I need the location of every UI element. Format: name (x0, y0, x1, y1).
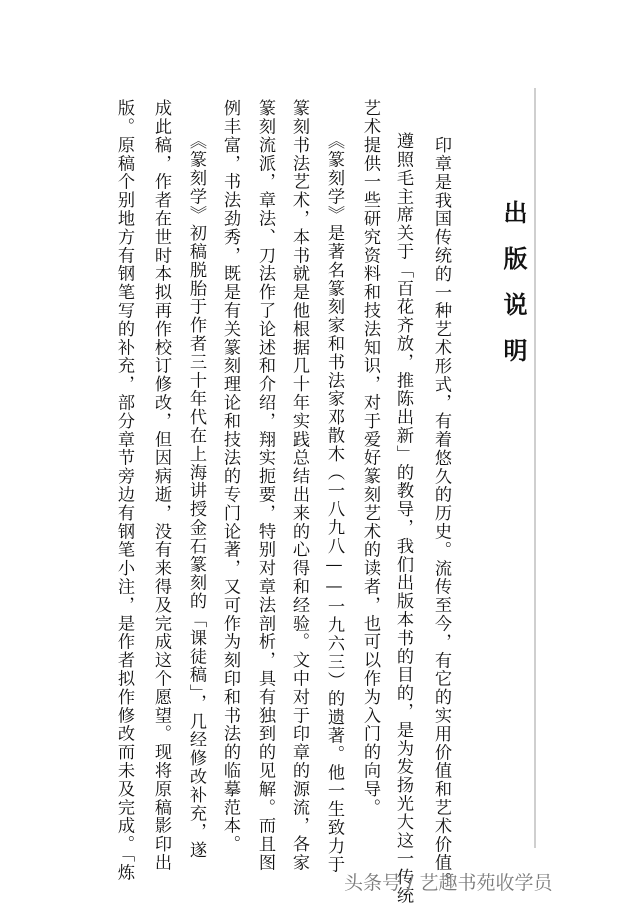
text-column-5: 篆刻书法艺术，本书就是他根据几十年实践总结出来的心得和经验。文中对于印章的源流，各家 (289, 99, 309, 872)
text-column-4: 《篆刻学》是著名篆刻家和书法家邓散木（一八九八——一九六三）的遗著。他一生致力于 (324, 132, 344, 874)
text-column-10: 版。原稿个别地方有钢笔写的补充，部分章节旁边有钢笔小注，是作者拟作修改而未及完成。「炼 (114, 99, 134, 882)
text-column-1: 印章是我国传统的一种艺术形式，有着悠久的历史。流传至今，有它的实用价值和艺术价值。 (431, 136, 451, 891)
text-column-9: 成此稿，作者在世时本拟再作校订修改，但因病逝，没有来得及完成这个愿望。现将原稿影印出 (151, 99, 171, 872)
text-column-8: 《篆刻学》初稿脱胎于作者三十年代在上海讲授金石篆刻的「课徒稿」，几经修改补充，遂 (186, 132, 206, 860)
text-column-3: 艺术提供一些研究资料和技法知识，对于爱好篆刻艺术的读者，也可以作为入门的向导。 (360, 99, 380, 817)
text-column-6: 篆刻流派，章法、刀法作了论述和介绍，翔实扼要，特别对章法剖析，具有独到的见解。而且图 (255, 99, 275, 872)
watermark-text: 头条号 / 艺趣书苑收学员 (344, 872, 553, 894)
page-edge (534, 88, 536, 848)
text-column-7: 例丰富，书法劲秀，既是有关篆刻理论和技法的专门论著，又可作为刻印和书法的临摹范本。 (220, 99, 240, 854)
text-column-2: 遵照毛主席关于「百花齐放，推陈出新」的教导，我们出版本书的目的，是为发扬光大这一传统 (393, 132, 413, 905)
page-title: 出版说明 (499, 200, 528, 384)
